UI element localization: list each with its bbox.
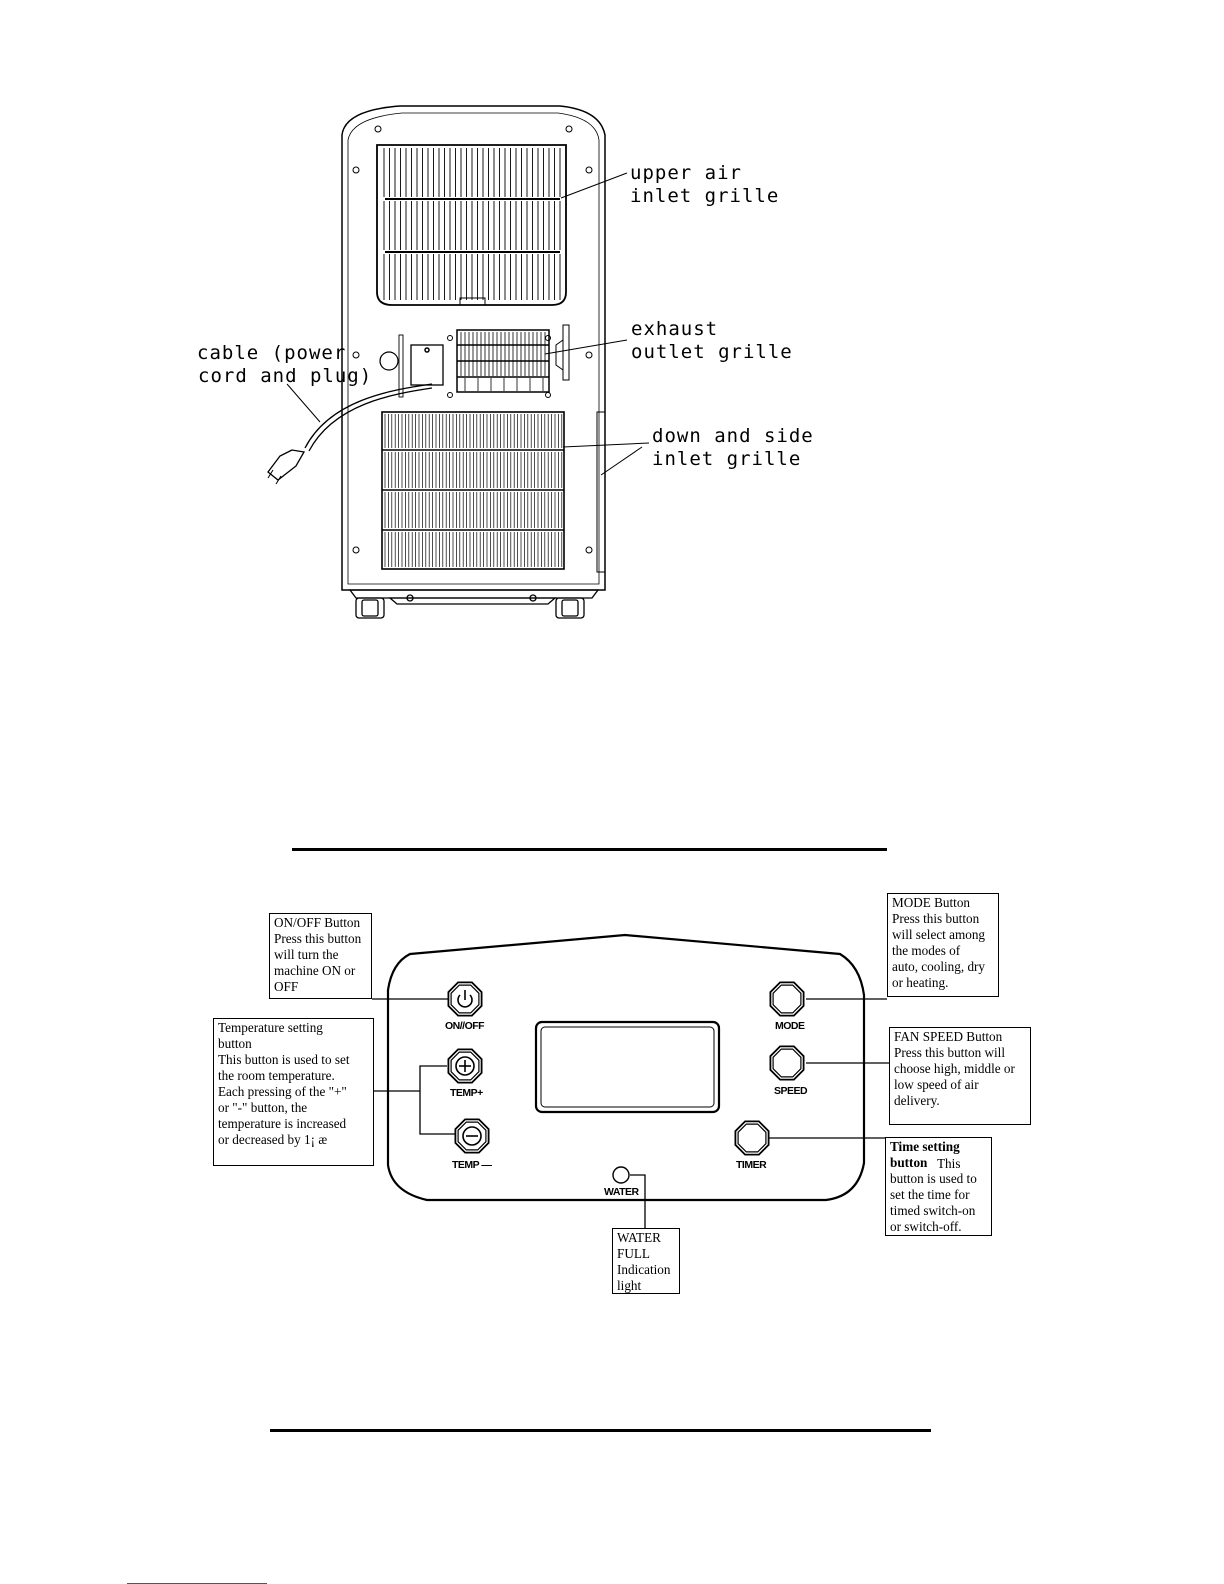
- cord-outlet-plate: [411, 345, 443, 385]
- timer-label: TIMER: [736, 1159, 767, 1171]
- down-side-label-2: inlet grille: [652, 448, 802, 470]
- callout-line: the modes of: [892, 943, 961, 958]
- fan-speed-callout: [889, 1027, 1031, 1125]
- callout-line: set the time for: [890, 1187, 970, 1202]
- callout-line: FAN SPEED Button: [894, 1029, 1003, 1044]
- callout-line: low speed of air: [894, 1077, 979, 1092]
- callout-line: FULL: [617, 1246, 650, 1261]
- display-screen: [536, 1022, 719, 1112]
- upper-air-label-2: inlet grille: [630, 185, 780, 207]
- temp-plus-button[interactable]: [448, 1049, 481, 1082]
- mode-callout: [887, 893, 999, 997]
- callout-line: or "-" button, the: [218, 1100, 308, 1115]
- callout-line: auto, cooling, dry: [892, 959, 986, 974]
- speed-label: SPEED: [774, 1085, 808, 1097]
- callout-line: button: [218, 1036, 252, 1051]
- onoff-button[interactable]: [448, 982, 481, 1015]
- power-icon: [458, 990, 472, 1007]
- down-side-label-1: down and side: [652, 425, 814, 447]
- timer-button[interactable]: [735, 1121, 768, 1154]
- callout-title: Time setting button: [890, 1139, 960, 1170]
- callout-line: timed switch-on: [890, 1203, 976, 1218]
- speed-button[interactable]: [770, 1046, 803, 1079]
- water-indicator-light: [613, 1167, 629, 1183]
- callout-line: will select among: [892, 927, 986, 942]
- screw-icon: [353, 126, 592, 553]
- callout-line: button is used to: [890, 1171, 977, 1186]
- exhaust-label-1: exhaust: [631, 318, 719, 340]
- timer-callout: [885, 1137, 992, 1236]
- cable-label-1: cable (power: [197, 342, 347, 364]
- temp-plus-label: TEMP+: [450, 1087, 483, 1099]
- callout-line: Press this button: [892, 911, 980, 926]
- section-rule-top: [292, 848, 887, 851]
- cable-label-2: cord and plug): [198, 365, 373, 387]
- callout-line: or switch-off.: [890, 1219, 962, 1234]
- mode-label: MODE: [775, 1020, 805, 1032]
- callout-line: OFF: [274, 979, 299, 994]
- section-rule-bottom: [270, 1429, 931, 1432]
- callout-line: Press this button will: [894, 1045, 1006, 1060]
- callout-line: ON/OFF Button: [274, 915, 361, 930]
- callout-line: This button is used to set: [218, 1052, 350, 1067]
- callout-line: or heating.: [892, 975, 949, 990]
- callout-line: machine ON or: [274, 963, 356, 978]
- exhaust-label-2: outlet grille: [631, 341, 793, 363]
- callout-line: will turn the: [274, 947, 339, 962]
- upper-air-label-1: upper air: [630, 162, 742, 184]
- callout-line: light: [617, 1278, 642, 1293]
- onoff-label: ON//OFF: [445, 1020, 485, 1032]
- temp-minus-button[interactable]: [455, 1119, 488, 1152]
- power-cable: [268, 384, 432, 484]
- callout-line: or decreased by 1¡ æ: [218, 1132, 328, 1147]
- temperature-callout: [213, 1018, 374, 1166]
- mode-button[interactable]: [770, 982, 803, 1015]
- minus-icon: [463, 1127, 481, 1145]
- callout-line: Press this button: [274, 931, 362, 946]
- water-label: WATER: [604, 1186, 639, 1198]
- callout-line: WATER: [617, 1230, 661, 1245]
- callout-line: delivery.: [894, 1093, 940, 1108]
- callout-line: temperature is increased: [218, 1116, 347, 1131]
- callout-line: Indication: [617, 1262, 671, 1277]
- callout-line: Temperature setting: [218, 1020, 323, 1035]
- callout-line: This: [937, 1156, 961, 1171]
- temp-minus-label: TEMP —: [452, 1159, 492, 1171]
- callout-line: MODE Button: [892, 895, 971, 910]
- water-callout: [612, 1228, 680, 1294]
- onoff-callout: [269, 913, 372, 999]
- callout-line: the room temperature.: [218, 1068, 335, 1083]
- base-wheels: [350, 590, 598, 618]
- plus-icon: [456, 1057, 474, 1075]
- callout-line: choose high, middle or: [894, 1061, 1015, 1076]
- callout-line: Each pressing of the "+": [218, 1084, 347, 1099]
